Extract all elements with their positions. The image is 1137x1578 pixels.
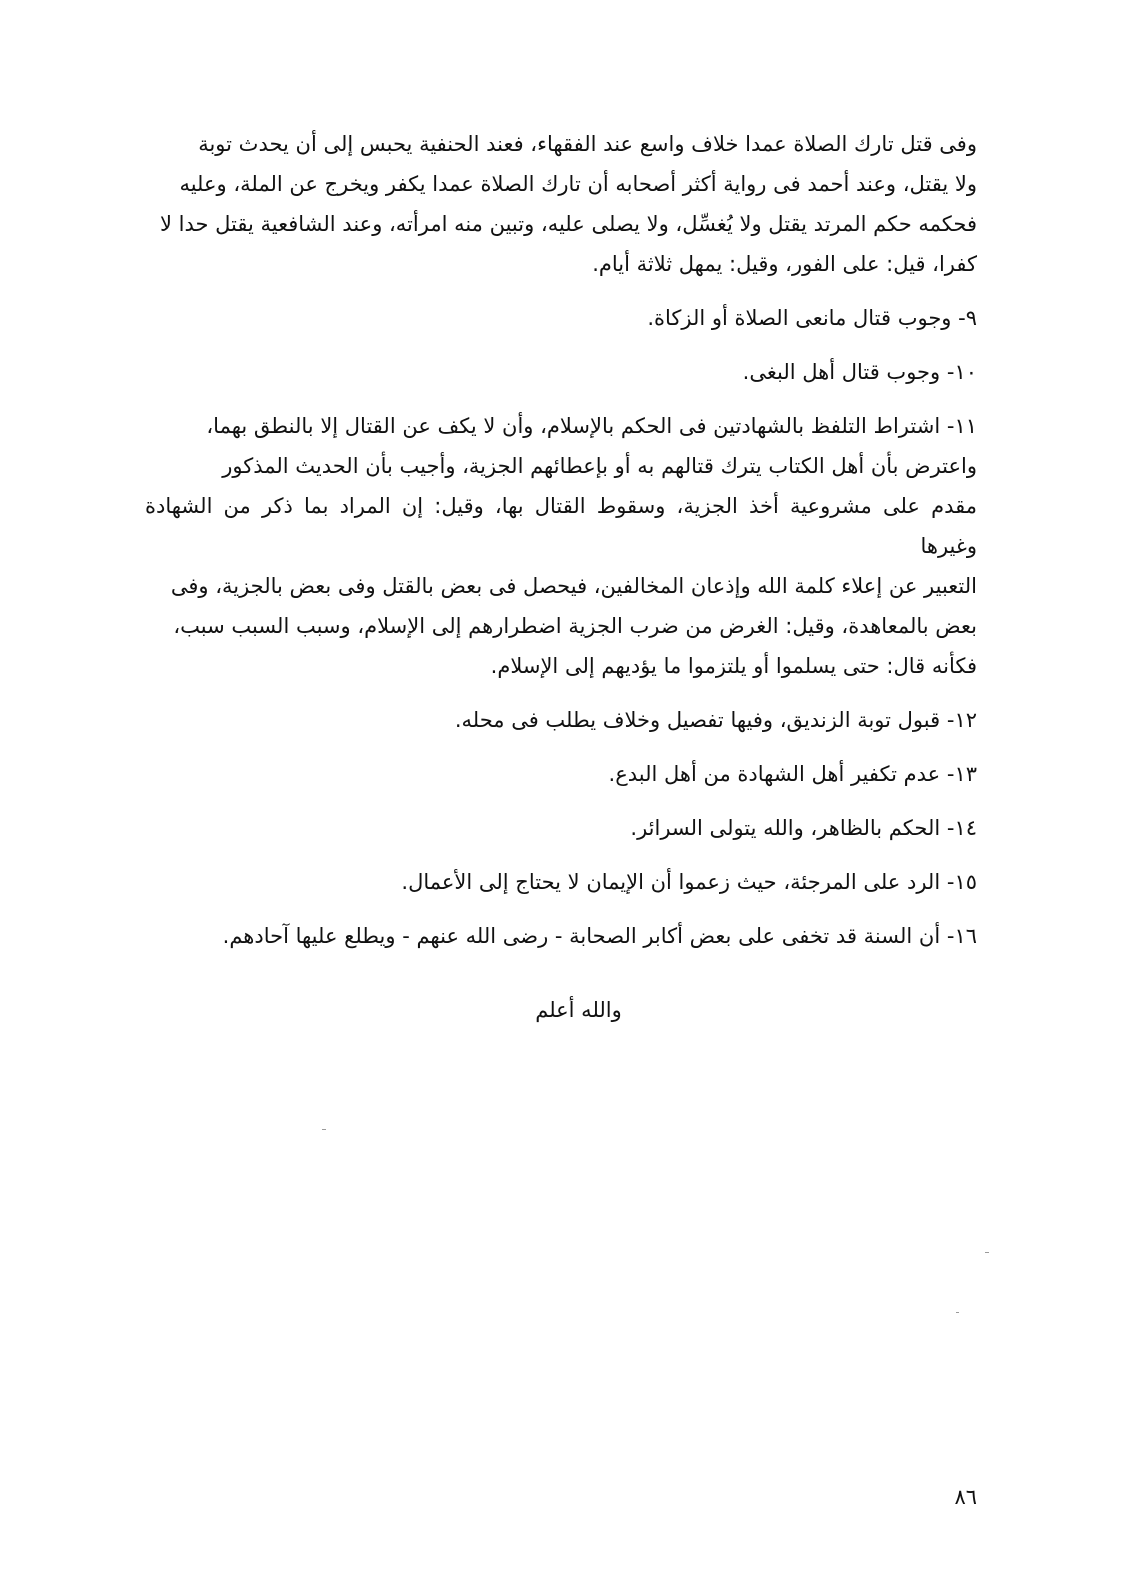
item-number: ١٢- [946,708,977,732]
item-text: الحكم بالظاهر، والله يتولى السرائر. [630,816,941,840]
scan-speck [985,1252,989,1253]
item-text: وجوب قتال مانعى الصلاة أو الزكاة. [647,306,952,330]
scan-speck [956,1312,959,1313]
intro-line: ولا يقتل، وعند أحمد فى رواية أكثر أصحابه أن تارك الصلاة عمدا يكفر ويخرج عن الملة، وعليه [179,172,977,196]
item-line: بعض بالمعاهدة، وقيل: الغرض من ضرب الجزية اضطرارهم إلى الإسلام، وسبب السبب سبب، [173,614,977,638]
item-text: اشتراط التلفظ بالشهادتين فى الحكم بالإسلام، وأن لا يكف عن القتال إلا بالنطق بهما، [206,414,941,438]
item-line: واعترض بأن أهل الكتاب يترك قتالهم به أو بإعطائهم الجزية، وأجيب بأن الحديث المذكور [222,454,977,478]
list-item-15 [145,862,977,902]
item-line: التعبير عن إعلاء كلمة الله وإذعان المخالفين، فيحصل فى بعض بالقتل وفى بعض بالجزية، وفى [170,574,977,598]
item-text: وجوب قتال أهل البغى. [742,360,941,384]
list-item-12 [145,700,977,740]
closing-phrase: والله أعلم [535,998,622,1022]
item-number: ١١- [946,414,977,438]
item-text: الرد على المرجئة، حيث زعموا أن الإيمان لا يحتاج إلى الأعمال. [401,870,941,894]
intro-line: فحكمه حكم المرتد يقتل ولا يُغسِّل، ولا يصلى عليه، وتبين منه امرأته، وعند الشافعية يقتل حدا لا [159,212,977,236]
item-number: ١٣- [946,762,977,786]
page-number: ٨٦ [954,1485,977,1509]
item-number: ١٦- [946,924,977,948]
item-number: ٩- [958,306,977,330]
item-number: ١٤- [946,816,977,840]
list-item-16 [145,916,977,956]
scan-speck [322,1129,326,1130]
list-item-9 [145,298,977,338]
item-number: ١٠- [946,360,977,384]
item-text: عدم تكفير أهل الشهادة من أهل البدع. [608,762,941,786]
list-item-13 [145,754,977,794]
item-line: مقدم على مشروعية أخذ الجزية، وسقوط القتال بها، وقيل: إن المراد بما ذكر من الشهادة وغيرها [145,494,977,558]
intro-line: وفى قتل تارك الصلاة عمدا خلاف واسع عند الفقهاء، فعند الحنفية يحبس إلى أن يحدث توبة [198,132,977,156]
list-item-10 [145,352,977,392]
item-text: أن السنة قد تخفى على بعض أكابر الصحابة - رضى الله عنهم - ويطلع عليها آحادهم. [222,924,941,948]
item-line: فكأنه قال: حتى يسلموا أو يلتزموا ما يؤديهم إلى الإسلام. [490,654,977,678]
intro-line: كفرا، قيل: على الفور، وقيل: يمهل ثلاثة أيام. [592,252,977,276]
list-item-14 [145,808,977,848]
item-text: قبول توبة الزنديق، وفيها تفصيل وخلاف يطلب فى محله. [454,708,941,732]
item-line [145,406,977,446]
item-number: ١٥- [946,870,977,894]
intro-paragraph [145,124,977,284]
body-text [145,124,977,956]
list-item-11 [145,406,977,686]
